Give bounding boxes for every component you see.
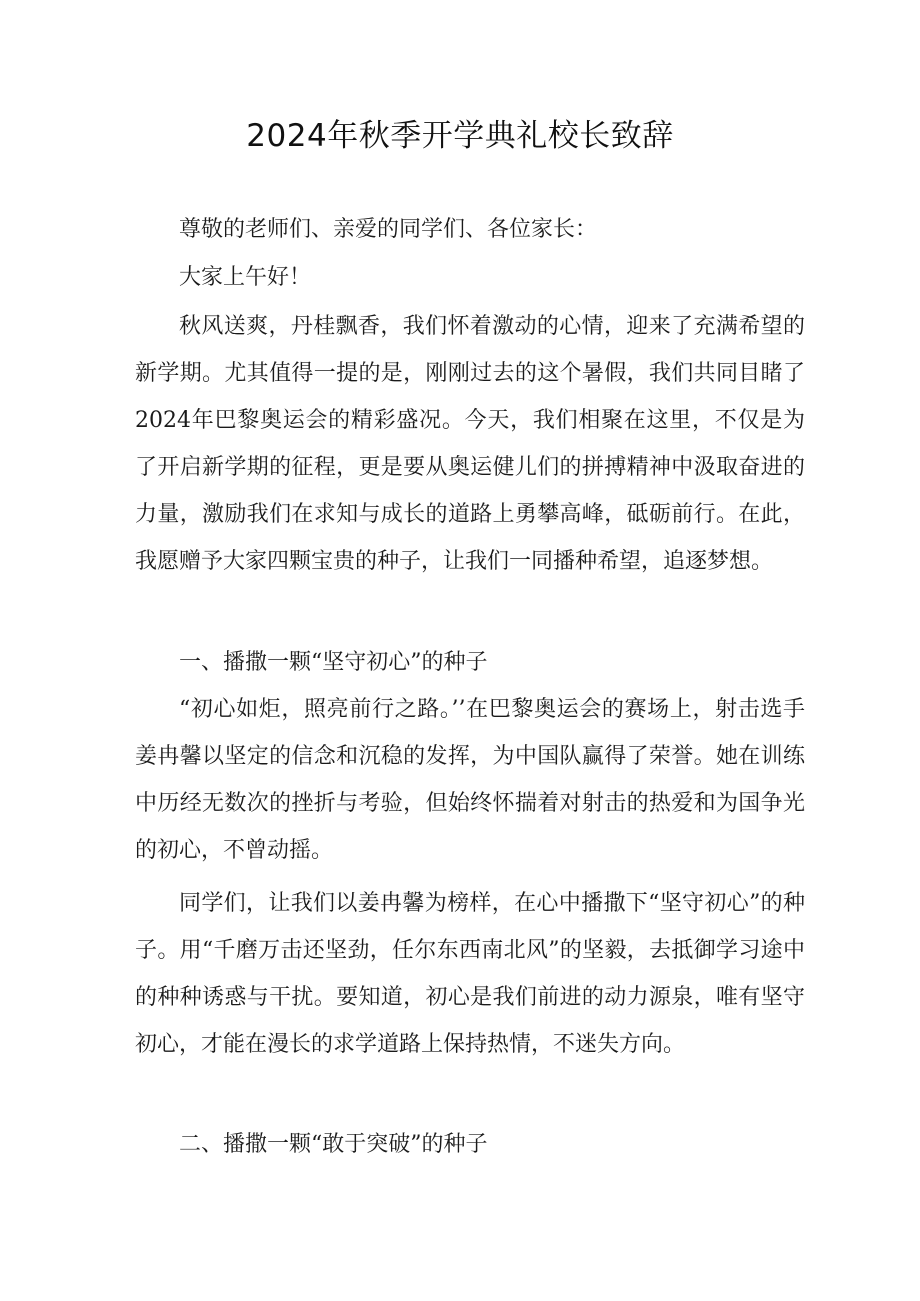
hello-line	[135, 254, 805, 301]
paragraph-2	[135, 686, 805, 874]
paragraph-3	[135, 880, 805, 1068]
paragraph-3-text: 同学们，让我们以姜冉馨为榜样，在心中播撒下“坚守初心”的种子。用“千磨万击还坚劲，任尔东西南北风”的坚毅，去抵御学习途中的种种诱惑与干扰。要知道，初心是我们前进的动力源泉，唯有坚守初心，才能在漫长的求学道路上保持热情，不迷失方向。	[135, 891, 805, 1057]
document-title: 2024年秋季开学典礼校长致辞	[246, 118, 674, 154]
hello-text: 大家上午好！	[179, 265, 312, 290]
greeting-line	[135, 206, 805, 253]
section-heading-1	[135, 639, 805, 686]
greeting-text: 尊敬的老师们、亲爱的同学们、各位家长：	[179, 217, 598, 242]
section-heading-1-text: 一、播撒一颗“坚守初心”的种子	[179, 650, 488, 675]
section-heading-2	[135, 1121, 805, 1168]
paragraph-1	[135, 303, 805, 585]
paragraph-2-text: “初心如炬，照亮前行之路。’’在巴黎奥运会的赛场上，射击选手姜冉馨以坚定的信念和沉稳的发挥，为中国队赢得了荣誉。她在训练中历经无数次的挫折与考验，但始终怀揣着对射击的热爱和为国争光的初心，不曾动摇。	[135, 697, 805, 863]
paragraph-1-text: 秋风送爽，丹桂飘香，我们怀着激动的心情，迎来了充满希望的新学期。尤其值得一提的是，刚刚过去的这个暑假，我们共同目睹了2024年巴黎奥运会的精彩盛况。今天，我们相聚在这里，不仅是为了开启新学期的征程，更是要从奥运健儿们的拼搏精神中汲取奋进的力量，激励我们在求知与成长的道路上勇攀高峰，砥砺前行。在此，我愿赠予大家四颗宝贵的种子，让我们一同播种希望，追逐梦想。	[135, 314, 805, 574]
section-heading-2-text: 二、播撒一颗“敢于突破”的种子	[179, 1132, 488, 1157]
